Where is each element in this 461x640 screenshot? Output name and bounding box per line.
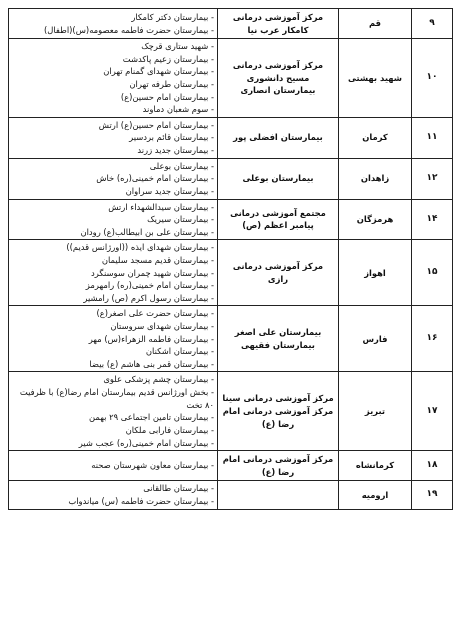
hospital-table xyxy=(8,8,453,510)
province-cell: کرمان xyxy=(339,117,412,158)
list-item: - بیمارستان حضرت فاطمه معصومه(س)(اطفال) xyxy=(12,24,214,37)
list-item: - بیمارستان امام خمینی(ره) رامهرمز xyxy=(12,279,214,292)
list-item: - بیمارستان اشکنان xyxy=(12,345,214,358)
list-item: - شهید ستاری قرچک xyxy=(12,40,214,53)
province-cell: اهواز xyxy=(339,240,412,306)
table-row xyxy=(9,9,453,39)
list-item: - بیمارستان علی بن ابیطالب(ع) رودان xyxy=(12,226,214,239)
list-item: - بیمارستان طرفه تهران xyxy=(12,78,214,91)
list-item: - بخش اورژانس قدیم بیمارستان امام رضا(ع) با ظرفیت ۸۰ تخت xyxy=(12,386,214,411)
province-cell: هرمزگان xyxy=(339,199,412,240)
hospital-list-cell xyxy=(9,117,218,158)
list-item: - بیمارستان شهید چمران سوسنگرد xyxy=(12,267,214,280)
list-item: - بیمارستان امام خمینی(ره) خاش xyxy=(12,172,214,185)
hospital-table-page xyxy=(8,8,453,510)
list-item: - بیمارستان دکتر کامکار xyxy=(12,11,214,24)
center-cell: مرکز آموزشی درمانی امام رضا (ع) xyxy=(218,451,339,481)
row-number: ۱۸ xyxy=(412,451,453,481)
list-item: - بیمارستان چشم پزشکی علوی xyxy=(12,373,214,386)
row-number: ۱۶ xyxy=(412,306,453,372)
hospital-list-cell xyxy=(9,451,218,481)
list-item: - بیمارستان قدیم مسجد سلیمان xyxy=(12,254,214,267)
list-item: - بیمارستان فارابی ملکان xyxy=(12,424,214,437)
list-item: - بیمارستان زعیم پاکدشت xyxy=(12,53,214,66)
center-cell: مرکز آموزشی درمانی کامکار عرب نیا xyxy=(218,9,339,39)
list-item: - بیمارستان رسول اکرم (ص) رامشیر xyxy=(12,292,214,305)
list-item: - بیمارستان حضرت علی اصغر(ع) xyxy=(12,307,214,320)
list-item: - بیمارستان تامین اجتماعی ۲۹ بهمن xyxy=(12,411,214,424)
list-item: - بیمارستان معاون شهرستان صحنه xyxy=(12,459,214,472)
center-cell: بیمارستان علی اصغر بیمارستان فقیهی xyxy=(218,306,339,372)
center-cell xyxy=(218,481,339,509)
center-cell: مرکز آموزشی درمانی سینا مرکز آموزشی درمانی امام رضا (ع) xyxy=(218,372,339,451)
hospital-list-cell xyxy=(9,199,218,240)
row-number: ۱۴ xyxy=(412,199,453,240)
center-cell: بیمارستان بوعلی xyxy=(218,158,339,199)
list-item: - بیمارستان فاطمه الزهراء(س) مهر xyxy=(12,333,214,346)
row-number: ۱۹ xyxy=(412,481,453,509)
list-item: - بیمارستان قمر بنی هاشم (ع) بیضا xyxy=(12,358,214,371)
hospital-list-cell xyxy=(9,481,218,509)
center-cell: مرکز آموزشی درمانی مسیح دانشوری بیمارستان انصاری xyxy=(218,39,339,118)
list-item: - بیمارستان قائم بردسیر xyxy=(12,131,214,144)
table-row xyxy=(9,39,453,118)
hospital-list-cell xyxy=(9,39,218,118)
list-item: - بیمارستان سیریک xyxy=(12,213,214,226)
row-number: ۱۲ xyxy=(412,158,453,199)
row-number: ۹ xyxy=(412,9,453,39)
hospital-list-cell xyxy=(9,372,218,451)
province-cell: قم xyxy=(339,9,412,39)
table-row xyxy=(9,117,453,158)
table-row xyxy=(9,372,453,451)
hospital-list-cell xyxy=(9,306,218,372)
center-cell: بیمارستان افضلی پور xyxy=(218,117,339,158)
row-number: ۱۵ xyxy=(412,240,453,306)
table-row xyxy=(9,199,453,240)
list-item: - بیمارستان شهدای گمنام تهران xyxy=(12,65,214,78)
table-body xyxy=(9,9,453,510)
province-cell: شهید بهشتی xyxy=(339,39,412,118)
row-number: ۱۱ xyxy=(412,117,453,158)
hospital-list-cell xyxy=(9,158,218,199)
list-item: - بیمارستان شهدای سروستان xyxy=(12,320,214,333)
table-row xyxy=(9,240,453,306)
list-item: - بیمارستان امام حسین(ع) ارتش xyxy=(12,119,214,132)
list-item: - بیمارستان بوعلی xyxy=(12,160,214,173)
hospital-list-cell xyxy=(9,9,218,39)
list-item: - سوم شعبان دماوند xyxy=(12,103,214,116)
table-row xyxy=(9,158,453,199)
table-row xyxy=(9,481,453,509)
list-item: - بیمارستان شهدای ایذه ((اورژانس قدیم)) xyxy=(12,241,214,254)
list-item: - بیمارستان جدید زرند xyxy=(12,144,214,157)
province-cell: ارومیه xyxy=(339,481,412,509)
province-cell: فارس xyxy=(339,306,412,372)
table-row xyxy=(9,451,453,481)
list-item: - بیمارستان امام خمینی(ره) عجب شیر xyxy=(12,437,214,450)
center-cell: مرکز آموزشی درمانی رازی xyxy=(218,240,339,306)
row-number: ۱۷ xyxy=(412,372,453,451)
province-cell: کرمانشاه xyxy=(339,451,412,481)
province-cell: زاهدان xyxy=(339,158,412,199)
province-cell: تبریز xyxy=(339,372,412,451)
center-cell: مجتمع آموزشی درمانی پیامبر اعظم (ص) xyxy=(218,199,339,240)
list-item: - بیمارستان سیدالشهداء ارتش xyxy=(12,201,214,214)
list-item: - بیمارستان جدید سراوان xyxy=(12,185,214,198)
hospital-list-cell xyxy=(9,240,218,306)
list-item: - بیمارستان امام حسین(ع) xyxy=(12,91,214,104)
table-row xyxy=(9,306,453,372)
list-item: - بیمارستان حضرت فاطمه (س) میاندواب xyxy=(12,495,214,508)
row-number: ۱۰ xyxy=(412,39,453,118)
list-item: - بیمارستان طالقانی xyxy=(12,482,214,495)
